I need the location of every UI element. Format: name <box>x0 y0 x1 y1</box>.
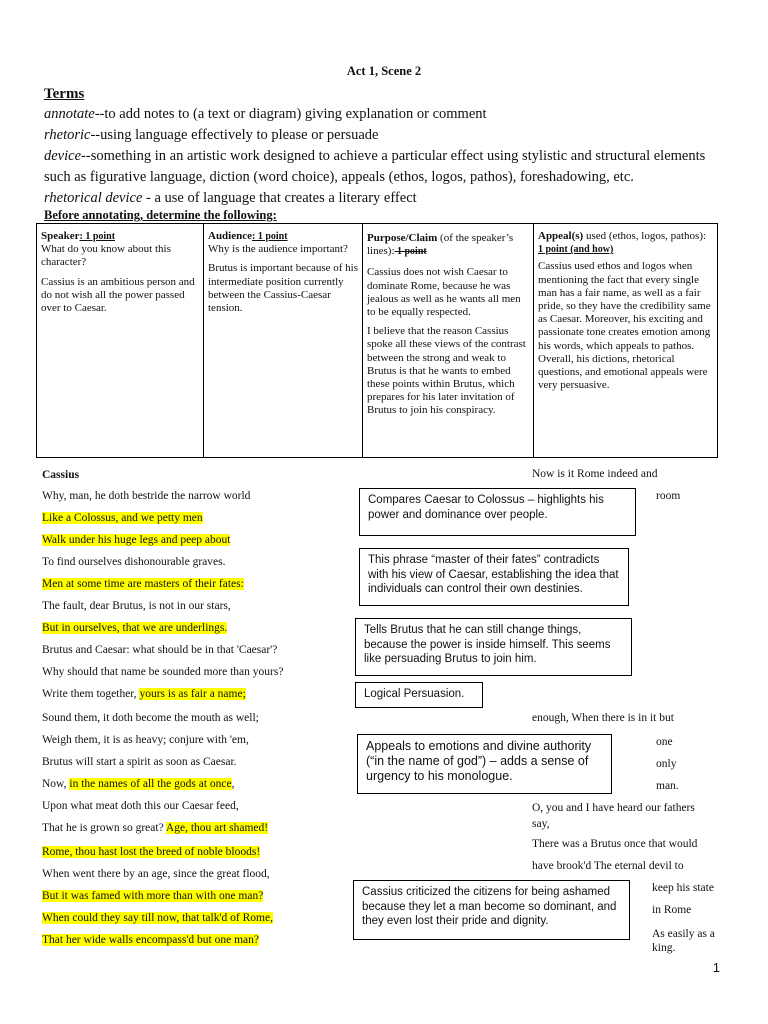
highlighted-text: When could they say till now, that talk'd of Rome, <box>42 912 273 924</box>
continuation-text: room <box>656 490 681 502</box>
continuation-text: enough, When there is in it but <box>532 712 674 724</box>
term-device-word: device <box>44 148 82 164</box>
plain-text: Now, <box>42 778 70 790</box>
term-rhetoric <box>44 125 378 146</box>
annotation-box: Appeals to emotions and divine authority (“in the name of god”) – adds a sense of urgency to his monologue. <box>357 734 612 794</box>
plain-text: , <box>231 778 235 790</box>
speech-speaker: Cassius <box>42 469 80 481</box>
continuation-text: king. <box>652 942 676 954</box>
highlighted-text: Men at some time are masters of their fates: <box>42 578 244 590</box>
poem-line: The fault, dear Brutus, is not in our stars, <box>42 600 231 612</box>
terms-heading: Terms <box>44 86 85 102</box>
poem-line: Why should that name be sounded more than yours? <box>42 666 284 678</box>
highlighted-text: But in ourselves, that we are underlings. <box>42 622 228 634</box>
poem-line: Brutus will start a spirit as soon as Caesar. <box>42 756 237 768</box>
audience-question: Why is the audience important? <box>208 243 348 256</box>
annotation-box: Logical Persuasion. <box>355 682 483 708</box>
highlighted-text: Rome, thou hast lost the breed of noble bloods! <box>42 846 261 858</box>
term-rhetorical-device-word: rhetorical device <box>44 190 143 206</box>
continuation-text: man. <box>656 780 679 792</box>
speaker-cell <box>37 224 204 458</box>
term-rhetoric-definition: --using language effectively to please or persuade <box>90 127 379 143</box>
continuation-text: O, you and I have heard our fathers <box>532 802 695 814</box>
poem-line <box>42 622 227 634</box>
annotation-box: Tells Brutus that he can still change things, because the power is inside himself. This seems like persuading Brutus to join him. <box>355 618 632 676</box>
page-number: 1 <box>712 960 720 975</box>
audience-title: Audience <box>208 230 252 242</box>
poem-line: When went there by an age, since the great flood, <box>42 868 270 880</box>
appeals-title: Appeal(s) <box>538 230 584 242</box>
highlighted-text: Like a Colossus, and we petty men <box>42 512 203 524</box>
audience-cell <box>204 224 363 458</box>
audience-points: : 1 point <box>252 231 288 242</box>
purpose-cell <box>363 224 534 458</box>
appeals-answer: Cassius used ethos and logos when mentioning the fact that every single man has a fair name, as well as a fair pride, so they have the credibility same as Caesar. Moreover, his exciting and passionate tone creates emotion among his words, which appeals to pathos. Overall, his dictions, rhetorical questions, and emotional appeals were very persuasive. <box>538 260 711 392</box>
continuation-text: one <box>656 736 673 748</box>
poem-line <box>42 912 273 924</box>
continuation-text: As easily as a <box>652 928 715 940</box>
audience-answer: Brutus is important because of his intermediate position currently between the Cassius-Caesar tension. <box>208 262 359 315</box>
poem-line: Brutus and Caesar: what should be in that 'Caesar'? <box>42 644 278 656</box>
term-annotate <box>44 104 487 125</box>
highlighted-text: That her wide walls encompass'd but one man? <box>42 934 259 946</box>
continuation-text: say, <box>532 818 550 830</box>
plain-text: That he is grown so great? <box>42 822 166 834</box>
poem-line <box>42 822 268 834</box>
page-title: Act 1, Scene 2 <box>346 64 422 78</box>
before-annotating-heading: Before annotating, determine the following: <box>44 208 277 222</box>
speaker-title: Speaker <box>41 230 80 242</box>
continuation-text: have brook'd The eternal devil to <box>532 860 684 872</box>
term-rhetorical-device <box>44 188 417 209</box>
term-rhetorical-device-definition: - a use of language that creates a literary effect <box>142 190 417 206</box>
term-device <box>44 146 724 188</box>
poem-line: Why, man, he doth bestride the narrow world <box>42 490 251 502</box>
term-annotate-word: annotate <box>44 106 95 122</box>
appeals-subtitle: used (ethos, logos, pathos): <box>583 230 707 242</box>
continuation-text: keep his state <box>652 882 714 894</box>
poem-line <box>42 512 203 524</box>
purpose-answer-2: I believe that the reason Cassius spoke all these views of the contrast between the strong and weak to Brutus is that he wants to embed these points within Brutus, which prepares for his later invitation of Brutus to join his conspiracy. <box>367 325 526 417</box>
poem-line <box>42 846 260 858</box>
poem-line <box>42 578 244 590</box>
poem-line: Sound them, it doth become the mouth as well; <box>42 712 259 724</box>
continuation-text: Now is it Rome indeed and <box>532 468 658 480</box>
continuation-text: only <box>656 758 677 770</box>
poem-line <box>42 934 259 946</box>
purpose-answer-1: Cassius does not wish Caesar to dominate Rome, because he was jealous as well as he wants all men to be equally respected. <box>367 266 521 319</box>
poem-line <box>42 534 230 546</box>
appeals-points: 1 point (and how) <box>538 244 614 256</box>
purpose-points: 1 point <box>394 246 427 258</box>
highlighted-text: yours is as fair a name; <box>139 688 246 700</box>
term-device-definition: --something in an artistic work designed to achieve a particular effect using stylistic and structural elements such as figurative language, diction (word choice), appeals (ethos, logos, pathos), foreshadowing, etc. <box>44 148 706 185</box>
highlighted-text: Age, thou art shamed! <box>165 822 269 834</box>
continuation-text: in Rome <box>652 904 692 916</box>
poem-line <box>42 890 263 902</box>
appeals-cell <box>534 224 718 458</box>
poem-line: Upon what meat doth this our Caesar feed, <box>42 800 239 812</box>
term-rhetoric-word: rhetoric <box>44 127 91 143</box>
poem-line: Weigh them, it is as heavy; conjure with 'em, <box>42 734 249 746</box>
continuation-text: There was a Brutus once that would <box>532 838 698 850</box>
poem-line: To find ourselves dishonourable graves. <box>42 556 226 568</box>
speaker-points: : 1 point <box>79 231 116 242</box>
highlighted-text: Walk under his huge legs and peep about <box>42 534 231 546</box>
speaker-question: What do you know about this character? <box>41 243 171 269</box>
plain-text: Write them together, <box>42 688 140 700</box>
highlighted-text: in the names of all the gods at once <box>69 778 232 790</box>
analysis-table <box>36 223 718 458</box>
annotation-box: Cassius criticized the citizens for being ashamed because they let a man become so dominant, and they even lost their pride and dignity. <box>353 880 630 940</box>
highlighted-text: But it was famed with more than with one man? <box>42 890 264 902</box>
purpose-title: Purpose/Claim <box>367 232 438 244</box>
poem-line <box>42 778 234 790</box>
annotation-box: Compares Caesar to Colossus – highlights his power and dominance over people. <box>359 488 636 536</box>
speaker-answer: Cassius is an ambitious person and do not wish all the power passed over to Caesar. <box>41 275 195 315</box>
annotation-box: This phrase “master of their fates” contradicts with his view of Caesar, establishing the idea that individuals can control their own destinies. <box>359 548 629 606</box>
term-annotate-definition: --to add notes to (a text or diagram) giving explanation or comment <box>94 106 487 122</box>
purpose-subtitle: (of the speaker’s lines): <box>367 232 514 258</box>
poem-line <box>42 688 246 700</box>
